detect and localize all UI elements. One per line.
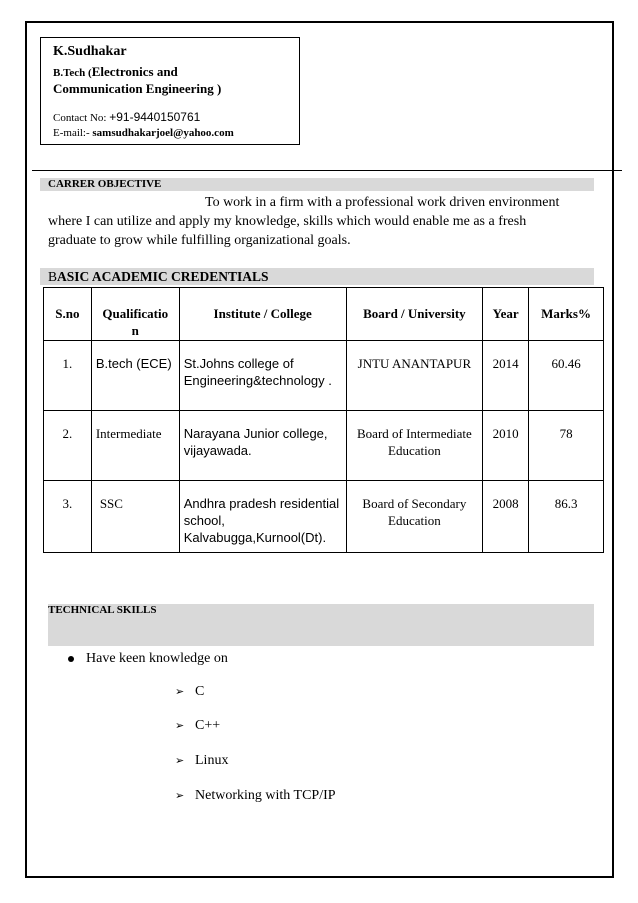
- degree-part2: Communication Engineering ): [53, 81, 222, 96]
- objective-line-2: where I can utilize and apply my knowledge, skills which would enable me as a fresh: [48, 214, 527, 229]
- arrow-bullet-icon: ➢: [175, 685, 185, 698]
- header-institute: Institute / College: [179, 288, 346, 341]
- table-row: [44, 411, 604, 481]
- header-marks: Marks%: [529, 288, 604, 341]
- row-qualification: Intermediate: [91, 411, 179, 481]
- skill-item: [175, 753, 228, 769]
- skills-intro-text: Have keen knowledge on: [86, 651, 228, 666]
- row-board: Board of Secondary Education: [346, 481, 483, 553]
- row-institute: St.Johns college of Engineering&technology .: [179, 341, 346, 411]
- table-row: [44, 341, 604, 411]
- contact-number: +91-9440150761: [109, 110, 201, 124]
- contact-line: [53, 110, 299, 125]
- table-header-row: [44, 288, 604, 341]
- row-year: 2014: [483, 341, 529, 411]
- email-label: E-mail:-: [53, 127, 93, 139]
- skill-text: Linux: [195, 753, 229, 768]
- row-marks: 60.46: [529, 341, 604, 411]
- degree: [53, 64, 299, 98]
- objective-line-1: To work in a firm with a professional work driven environment: [205, 195, 560, 210]
- row-board: JNTU ANANTAPUR: [346, 341, 483, 411]
- row-sno: 3.: [44, 481, 92, 553]
- objective-title: CARRER OBJECTIVE: [48, 178, 162, 190]
- skill-text: C: [195, 684, 205, 699]
- academic-table: [43, 287, 604, 553]
- row-sno: 1.: [44, 341, 92, 411]
- row-institute: Andhra pradesh residential school, Kalvabugga,Kurnool(Dt).: [179, 481, 346, 553]
- candidate-name: K.Sudhakar: [53, 44, 127, 59]
- skill-item: [175, 684, 204, 700]
- arrow-bullet-icon: ➢: [175, 789, 185, 802]
- skill-text: Networking with TCP/IP: [195, 788, 336, 803]
- header-box: [40, 37, 300, 145]
- skill-item: [175, 718, 220, 734]
- header-year: Year: [483, 288, 529, 341]
- bullet-dot-icon: [68, 656, 74, 662]
- objective-text: [48, 193, 608, 250]
- credentials-title: [48, 269, 269, 285]
- skill-text: C++: [195, 718, 221, 733]
- row-marks: 78: [529, 411, 604, 481]
- row-sno: 2.: [44, 411, 92, 481]
- header-board: Board / University: [346, 288, 483, 341]
- row-board: Board of Intermediate Education: [346, 411, 483, 481]
- skill-item: [175, 788, 336, 804]
- row-qualification: SSC: [91, 481, 179, 553]
- degree-prefix: B.Tech (: [53, 67, 92, 79]
- table-row: [44, 481, 604, 553]
- degree-part1: Electronics and: [91, 64, 178, 79]
- credentials-title-rest: ASIC ACADEMIC CREDENTIALS: [57, 269, 269, 284]
- technical-title: TECHNICAL SKILLS: [48, 604, 157, 616]
- header-sno: S.no: [44, 288, 92, 341]
- header-divider: [32, 170, 622, 171]
- credentials-title-first: B: [48, 269, 58, 284]
- header-qualification-text: Qualificatio n: [102, 306, 169, 338]
- header-qualification: [91, 288, 179, 341]
- email-line: [53, 127, 299, 139]
- row-year: 2008: [483, 481, 529, 553]
- row-institute: Narayana Junior college, vijayawada.: [179, 411, 346, 481]
- row-qualification: B.tech (ECE): [91, 341, 179, 411]
- objective-line-3: graduate to grow while fulfilling organizational goals.: [48, 233, 351, 248]
- row-marks: 86.3: [529, 481, 604, 553]
- arrow-bullet-icon: ➢: [175, 754, 185, 767]
- skills-intro: [68, 651, 228, 667]
- arrow-bullet-icon: ➢: [175, 719, 185, 732]
- contact-label: Contact No:: [53, 112, 110, 124]
- email-address: samsudhakarjoel@yahoo.com: [92, 127, 234, 139]
- row-year: 2010: [483, 411, 529, 481]
